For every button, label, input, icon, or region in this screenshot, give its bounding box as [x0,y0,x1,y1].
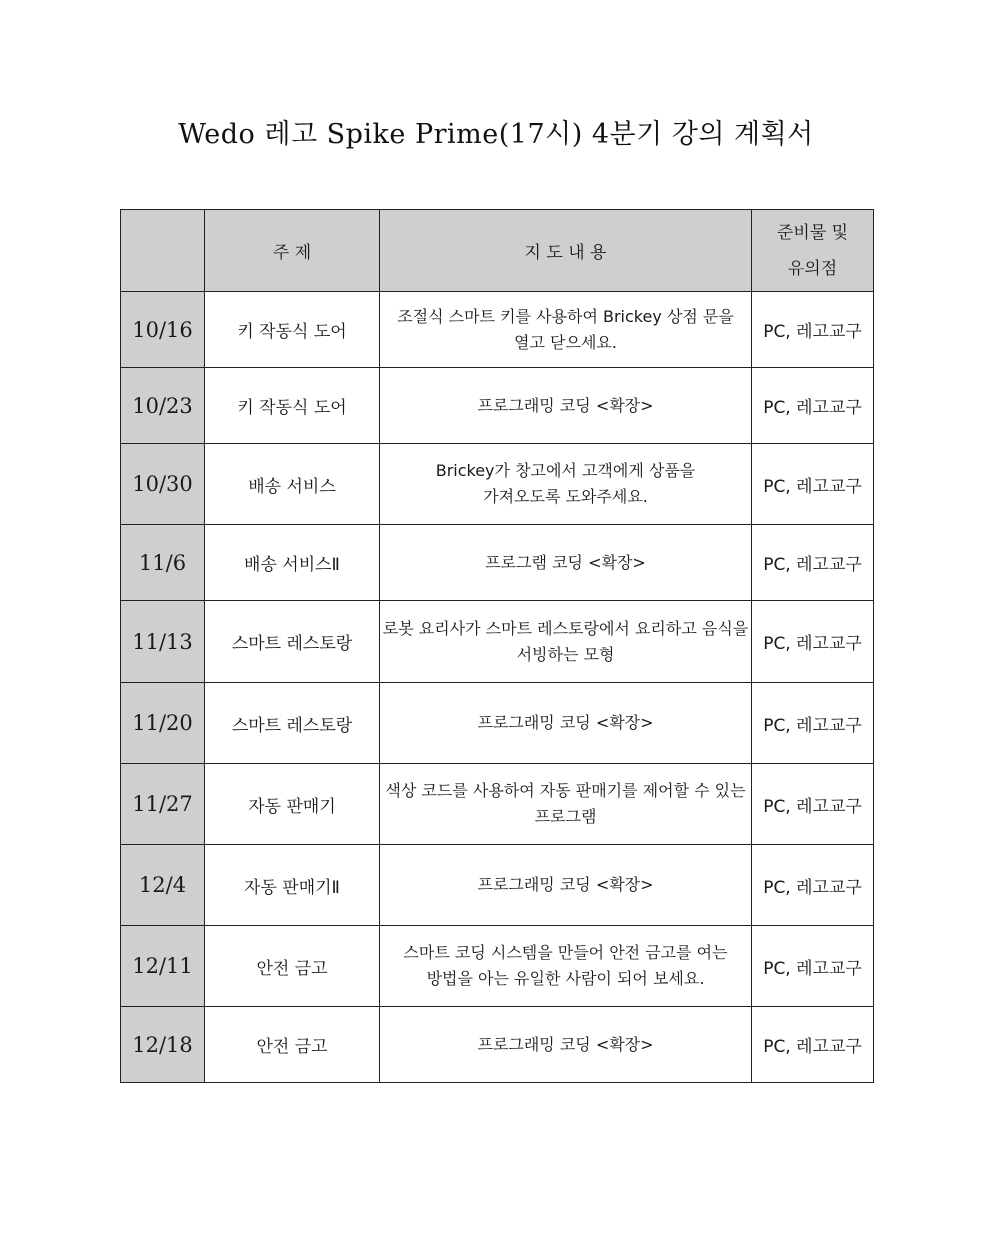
lesson-plan-table [120,209,874,1083]
cell-date: 11/6 [121,525,205,601]
header-topic: 주 제 [205,210,380,292]
content-line: 프로그램 코딩 <확장> [485,552,646,572]
table-row [121,368,874,444]
cell-content [380,1007,752,1083]
cell-preparation: PC, 레고교구 [752,292,874,368]
cell-content [380,525,752,601]
cell-content [380,292,752,368]
cell-content [380,368,752,444]
cell-content [380,926,752,1007]
table-header-row [121,210,874,292]
header-content: 지 도 내 용 [380,210,752,292]
cell-topic: 안전 금고 [205,926,380,1007]
cell-date: 12/4 [121,845,205,926]
cell-date: 10/16 [121,292,205,368]
content-line: 프로그래밍 코딩 <확장> [477,875,654,894]
cell-preparation: PC, 레고교구 [752,444,874,525]
cell-preparation: PC, 레고교구 [752,368,874,444]
cell-topic: 배송 서비스Ⅱ [205,525,380,601]
table-row [121,525,874,601]
cell-preparation: PC, 레고교구 [752,601,874,683]
cell-content [380,601,752,683]
content-line: 방법을 아는 유일한 사람이 되어 보세요. [426,969,705,988]
cell-preparation: PC, 레고교구 [752,1007,874,1083]
cell-content [380,444,752,525]
cell-content [380,845,752,926]
cell-topic: 키 작동식 도어 [205,368,380,444]
cell-content [380,764,752,845]
document-title: Wedo 레고 Spike Prime(17시) 4분기 강의 계획서 [178,119,814,150]
content-line: 로봇 요리사가 스마트 레스토랑에서 요리하고 음식을 [382,618,749,638]
cell-date: 12/11 [121,926,205,1007]
header-preparation-line1: 준비물 및 [776,222,849,243]
cell-topic: 키 작동식 도어 [205,292,380,368]
content-line: 프로그래밍 코딩 <확장> [477,395,654,415]
content-line: 색상 코드를 사용하여 자동 판매기를 제어할 수 있는 [385,781,746,800]
cell-topic: 자동 판매기Ⅱ [205,845,380,926]
cell-topic: 스마트 레스토랑 [205,683,380,764]
header-preparation-line2: 유의점 [787,258,838,279]
cell-topic: 자동 판매기 [205,764,380,845]
cell-date: 10/23 [121,368,205,444]
content-line: 프로그래밍 코딩 <확장> [477,713,654,732]
cell-topic: 스마트 레스토랑 [205,601,380,683]
cell-content [380,683,752,764]
cell-preparation: PC, 레고교구 [752,683,874,764]
content-line: 프로그래밍 코딩 <확장> [477,1034,654,1054]
content-line: 조절식 스마트 키를 사용하여 Brickey 상점 문을 [397,306,734,326]
content-line: 서빙하는 모형 [516,644,615,664]
table-row [121,683,874,764]
cell-date: 12/18 [121,1007,205,1083]
cell-topic: 배송 서비스 [205,444,380,525]
content-line: 열고 닫으세요. [514,332,617,352]
content-line: 프로그램 [534,807,597,826]
cell-topic: 안전 금고 [205,1007,380,1083]
cell-preparation: PC, 레고교구 [752,525,874,601]
content-line: Brickey가 창고에서 고객에게 상품을 [435,461,696,480]
cell-date: 11/13 [121,601,205,683]
table-row [121,1007,874,1083]
cell-preparation: PC, 레고교구 [752,764,874,845]
header-date [121,210,205,292]
table-row [121,292,874,368]
table-row [121,926,874,1007]
table-row [121,764,874,845]
cell-date: 11/20 [121,683,205,764]
cell-date: 11/27 [121,764,205,845]
header-preparation [752,210,874,292]
cell-preparation: PC, 레고교구 [752,926,874,1007]
table-row [121,444,874,525]
table-row [121,601,874,683]
table-row [121,845,874,926]
content-line: 스마트 코딩 시스템을 만들어 안전 금고를 여는 [403,943,728,962]
content-line: 가져오도록 도와주세요. [483,487,648,506]
cell-date: 10/30 [121,444,205,525]
cell-preparation: PC, 레고교구 [752,845,874,926]
